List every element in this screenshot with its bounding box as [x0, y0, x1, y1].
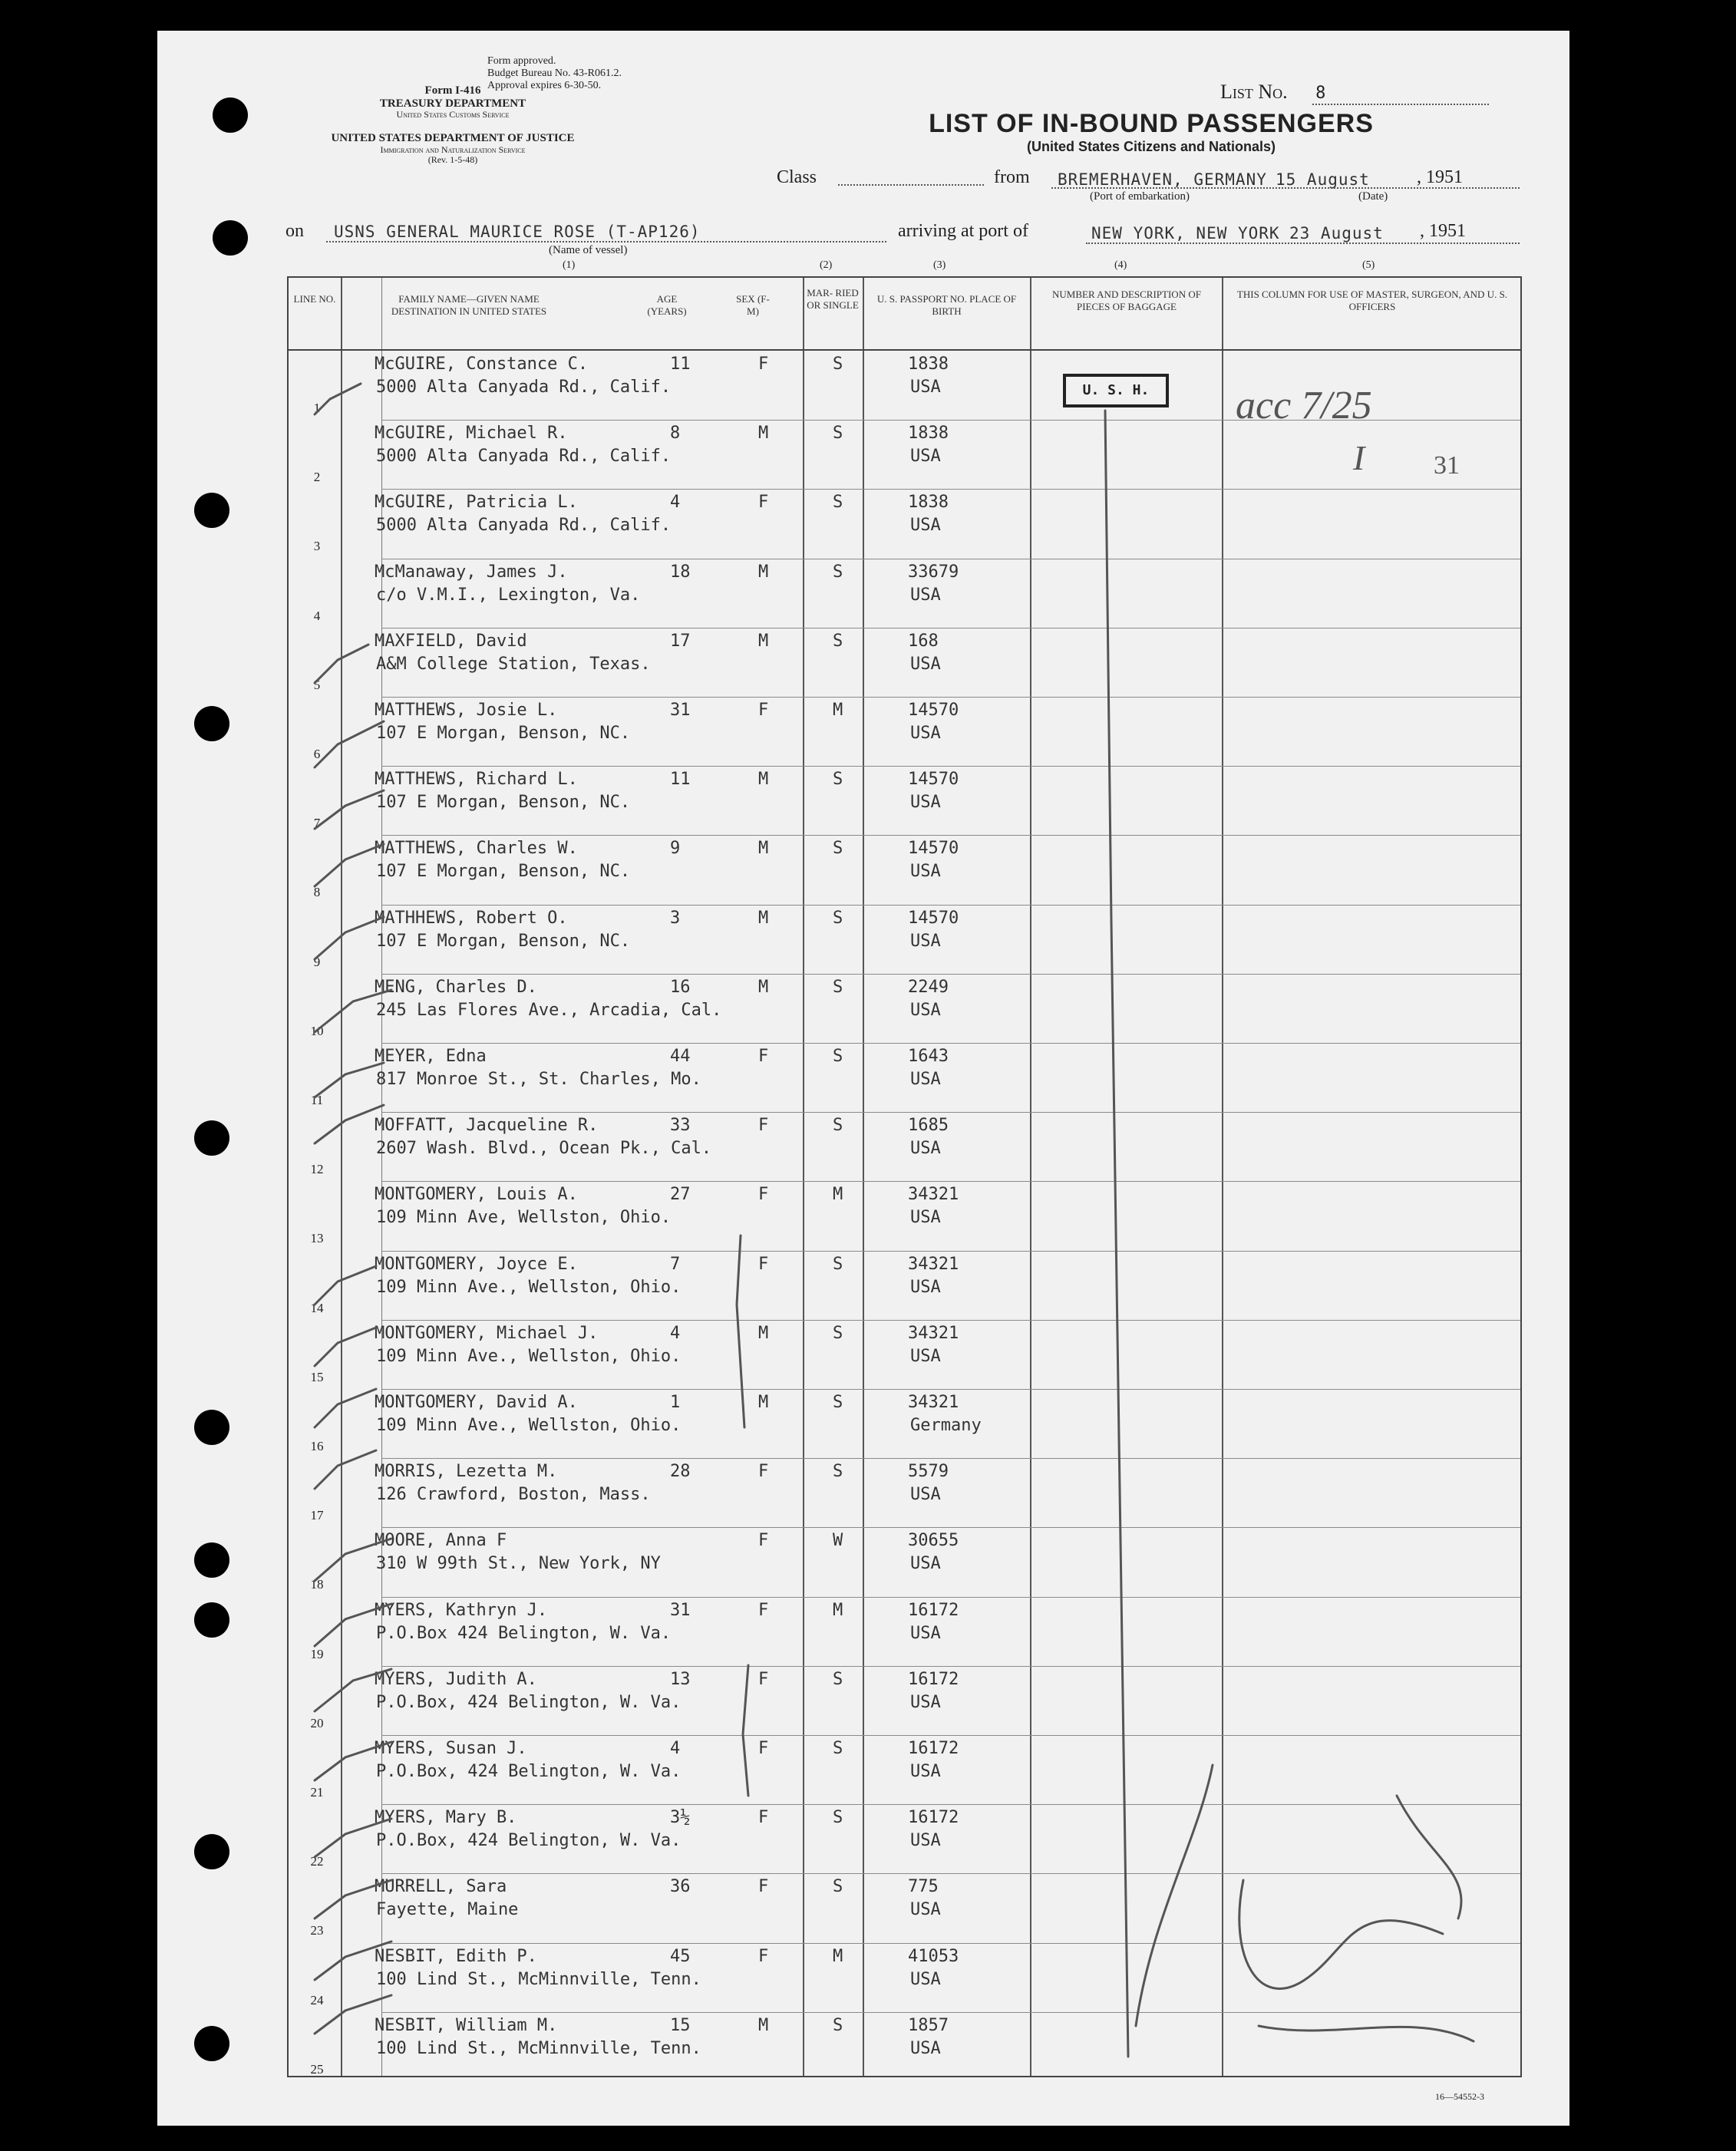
approval-line-2: Budget Bureau No. 43-R061.2. [487, 68, 622, 80]
passenger-destination: 310 W 99th St., New York, NY [376, 1554, 661, 1574]
line-number: 18 [310, 1577, 324, 1592]
marital-status: S [833, 1739, 843, 1758]
passenger-destination: 107 E Morgan, Benson, NC. [376, 724, 631, 743]
line-number: 20 [310, 1715, 324, 1730]
marital-status: S [833, 562, 843, 582]
approval-line-1: Form approved. [487, 55, 556, 67]
passenger-sex: F [758, 1116, 769, 1136]
passenger-destination: A&M College Station, Texas. [376, 654, 651, 674]
marital-status: S [833, 355, 843, 374]
line-number: 5 [313, 677, 321, 692]
passenger-sex: F [758, 1600, 769, 1620]
passport-number: 30655 [908, 1531, 959, 1551]
passenger-sex: M [758, 562, 769, 582]
line-number: 8 [313, 885, 321, 900]
passport-number: 34321 [908, 1185, 959, 1205]
class-label: Class [777, 167, 817, 187]
passenger-age: 17 [670, 631, 691, 651]
passport-number: 34321 [908, 1323, 959, 1343]
passenger-destination: 100 Lind St., McMinnville, Tenn. [376, 1969, 701, 1989]
line-number: 6 [313, 747, 321, 761]
passenger-destination: 109 Minn Ave., Wellston, Ohio. [376, 1346, 682, 1366]
passenger-sex: F [758, 1185, 769, 1205]
passenger-sex: F [758, 1877, 769, 1897]
arrival-year: , 1951 [1420, 221, 1466, 241]
passenger-destination: 5000 Alta Canyada Rd., Calif. [376, 447, 672, 467]
passenger-name: MEYER, Edna [375, 1047, 487, 1066]
passenger-age: 9 [670, 839, 681, 859]
marital-status: S [833, 1323, 843, 1343]
place-of-birth: USA [910, 654, 941, 674]
checkmark [315, 1742, 391, 1780]
line-number: 2 [313, 470, 321, 485]
line-number: 10 [310, 1023, 324, 1038]
passenger-sex: F [758, 1254, 769, 1274]
line-number: 13 [310, 1231, 324, 1246]
passenger-destination: Fayette, Maine [376, 1900, 519, 1920]
checkmark [315, 844, 384, 886]
passenger-sex: M [758, 839, 769, 859]
passenger-age: 7 [670, 1254, 681, 1274]
checkmark [315, 1328, 376, 1366]
passenger-name: MONTGOMERY, Michael J. [375, 1323, 599, 1343]
checkmark [315, 1995, 391, 2034]
marital-status: M [833, 1600, 843, 1620]
passenger-name: McGUIRE, Michael R. [375, 424, 568, 444]
header-name-label: FAMILY NAME—GIVEN NAME [398, 293, 540, 305]
marital-status: S [833, 1254, 843, 1274]
passport-number: 14570 [908, 701, 959, 720]
passenger-destination: 109 Minn Ave, Wellston, Ohio. [376, 1208, 672, 1228]
checkmark [315, 384, 361, 414]
line-number: 14 [310, 1300, 324, 1315]
place-of-birth: USA [910, 1623, 941, 1643]
arrival-date: 23 August [1289, 224, 1384, 242]
place-of-birth: USA [910, 1208, 941, 1228]
passenger-destination: 107 E Morgan, Benson, NC. [376, 931, 631, 951]
header-age: AGE (YEARS) [647, 293, 687, 318]
passport-number: 41053 [908, 1946, 959, 1966]
customs-label: United States Customs Service [396, 109, 510, 120]
passenger-sex: M [758, 2015, 769, 2035]
port-of-arrival: NEW YORK, NEW YORK [1091, 224, 1280, 242]
marital-status: S [833, 2015, 843, 2035]
passenger-sex: F [758, 1531, 769, 1551]
bracket-mark [743, 1665, 748, 1796]
from-label: from [994, 167, 1030, 187]
checkmark [315, 1389, 376, 1427]
passenger-age: 11 [670, 355, 691, 374]
passenger-age: 36 [670, 1877, 691, 1897]
column-number-4: (4) [1114, 259, 1127, 271]
passenger-age: 27 [670, 1185, 691, 1205]
line-number: 19 [310, 1646, 324, 1661]
line-number: 17 [310, 1508, 324, 1523]
place-of-birth: USA [910, 378, 941, 397]
marital-status: W [833, 1531, 843, 1551]
passenger-age: 44 [670, 1047, 691, 1066]
line-number: 3 [313, 539, 321, 554]
checkmark [315, 790, 384, 829]
passenger-sex: F [758, 1946, 769, 1966]
place-of-birth: USA [910, 931, 941, 951]
passenger-sex: F [758, 1047, 769, 1066]
passenger-name: MENG, Charles D. [375, 977, 537, 997]
document-subtitle: (United States Citizens and Nationals) [1026, 139, 1276, 154]
passenger-destination: P.O.Box 424 Belington, W. Va. [376, 1623, 672, 1643]
passenger-sex: M [758, 977, 769, 997]
passenger-name: McGUIRE, Constance C. [375, 355, 589, 374]
passport-number: 1685 [908, 1116, 949, 1136]
passenger-sex: F [758, 1808, 769, 1828]
arriving-label: arriving at port of [898, 221, 1028, 241]
passenger-name: McManaway, James J. [375, 562, 568, 582]
place-of-birth: USA [910, 1900, 941, 1920]
place-of-birth: USA [910, 447, 941, 467]
marital-status: S [833, 839, 843, 859]
passenger-destination: 2607 Wash. Blvd., Ocean Pk., Cal. [376, 1139, 712, 1159]
list-number-value: 8 [1315, 84, 1326, 103]
place-of-birth: USA [910, 1277, 941, 1297]
marital-status: M [833, 701, 843, 720]
header-baggage: NUMBER AND DESCRIPTION OF PIECES OF BAGGAGE [1052, 289, 1201, 313]
passport-number: 16172 [908, 1669, 959, 1689]
line-number: 25 [310, 2061, 324, 2077]
header-married: MAR- RIED OR SINGLE [807, 287, 859, 312]
marital-status: S [833, 1047, 843, 1066]
passport-number: 16172 [908, 1808, 959, 1828]
passenger-destination: 245 Las Flores Ave., Arcadia, Cal. [376, 1000, 722, 1020]
column-number-2: (2) [820, 259, 833, 271]
passenger-age: 4 [670, 1323, 681, 1343]
passenger-sex: M [758, 770, 769, 790]
passport-number: 1838 [908, 493, 949, 513]
checkmark [315, 990, 391, 1032]
place-of-birth: USA [910, 1485, 941, 1505]
passenger-sex: F [758, 701, 769, 720]
passenger-destination: 109 Minn Ave., Wellston, Ohio. [376, 1277, 682, 1297]
passenger-name: MAXFIELD, David [375, 631, 527, 651]
passport-number: 1643 [908, 1047, 949, 1066]
passenger-sex: M [758, 908, 769, 928]
form-number: Form I-416 [424, 84, 481, 97]
passenger-name: MYERS, Mary B. [375, 1808, 517, 1828]
line-number: 4 [313, 608, 321, 623]
form-code: 16—54552-3 [1435, 2091, 1484, 2102]
place-of-birth: USA [910, 516, 941, 536]
passenger-sex: M [758, 1323, 769, 1343]
passport-number: 14570 [908, 839, 959, 859]
passenger-destination: 5000 Alta Canyada Rd., Calif. [376, 516, 672, 536]
line-number: 24 [310, 1992, 324, 2007]
passenger-name: MATTHEWS, Charles W. [375, 839, 578, 859]
passenger-name: MATTHEWS, Richard L. [375, 770, 578, 790]
passenger-name: NESBIT, Edith P. [375, 1946, 537, 1966]
header-sex: SEX (F-M) [736, 293, 770, 318]
place-of-birth: USA [910, 1969, 941, 1989]
passenger-name: MATHHEWS, Robert O. [375, 908, 568, 928]
passenger-age: 8 [670, 424, 681, 444]
marital-status: S [833, 1808, 843, 1828]
checkmark [315, 1669, 391, 1711]
passenger-destination: P.O.Box, 424 Belington, W. Va. [376, 1831, 682, 1851]
passenger-sex: F [758, 1739, 769, 1758]
passenger-name: MONTGOMERY, David A. [375, 1393, 578, 1412]
line-number: 7 [313, 816, 321, 831]
passenger-age: 15 [670, 2015, 691, 2035]
passport-number: 34321 [908, 1393, 959, 1412]
place-of-birth: USA [910, 585, 941, 605]
marital-status: S [833, 908, 843, 928]
passenger-name: MYERS, Kathryn J. [375, 1600, 548, 1620]
treasury-label: TREASURY DEPARTMENT [379, 97, 526, 110]
port-of-embarkation: BREMERHAVEN, GERMANY [1058, 170, 1267, 189]
passenger-sex: F [758, 355, 769, 374]
passport-number: 1838 [908, 355, 949, 374]
justice-label: UNITED STATES DEPARTMENT OF JUSTICE [331, 132, 575, 144]
passport-number: 1838 [908, 424, 949, 444]
passenger-sex: M [758, 424, 769, 444]
header-destination-label: DESTINATION IN UNITED STATES [391, 305, 547, 318]
passenger-age: 3½ [670, 1808, 691, 1828]
passenger-sex: F [758, 1462, 769, 1482]
marital-status: S [833, 1116, 843, 1136]
passenger-age: 16 [670, 977, 691, 997]
header-line-no: LINE NO. [293, 293, 336, 305]
ins-label: Immigration and Naturalization Service [380, 144, 526, 155]
passenger-age: 28 [670, 1462, 691, 1482]
marital-status: S [833, 770, 843, 790]
passenger-age: 11 [670, 770, 691, 790]
marital-status: S [833, 631, 843, 651]
header-officers: THIS COLUMN FOR USE OF MASTER, SURGEON, AND U. S. OFFICERS [1236, 289, 1508, 313]
vessel-name: USNS GENERAL MAURICE ROSE (T-AP126) [334, 223, 701, 241]
column-number-3: (3) [933, 259, 946, 271]
passenger-name: MATTHEWS, Josie L. [375, 701, 558, 720]
checkmark [315, 917, 384, 959]
place-of-birth: USA [910, 1692, 941, 1712]
checkmark [315, 1063, 384, 1097]
passport-number: 34321 [908, 1254, 959, 1274]
place-of-birth: USA [910, 1831, 941, 1851]
checkmark [315, 1539, 391, 1581]
passport-number: 5579 [908, 1462, 949, 1482]
date-caption: (Date) [1358, 190, 1388, 203]
passenger-destination: 109 Minn Ave., Wellston, Ohio. [376, 1416, 682, 1435]
passenger-sex: F [758, 1669, 769, 1689]
passenger-sex: M [758, 631, 769, 651]
passenger-destination: 107 E Morgan, Benson, NC. [376, 793, 631, 813]
marital-status: S [833, 1462, 843, 1482]
passenger-name: MYERS, Susan J. [375, 1739, 527, 1758]
place-of-birth: USA [910, 1070, 941, 1089]
passenger-age: 3 [670, 908, 681, 928]
passenger-age: 4 [670, 1739, 681, 1758]
passenger-destination: 5000 Alta Canyada Rd., Calif. [376, 378, 672, 397]
passenger-name: MOFFATT, Jacqueline R. [375, 1116, 599, 1136]
signature [1136, 1765, 1474, 2041]
passenger-destination: 126 Crawford, Boston, Mass. [376, 1485, 651, 1505]
passenger-age: 33 [670, 1116, 691, 1136]
checkmark [315, 721, 384, 767]
passenger-age: 13 [670, 1669, 691, 1689]
passenger-destination: 100 Lind St., McMinnville, Tenn. [376, 2038, 701, 2058]
marital-status: S [833, 1877, 843, 1897]
place-of-birth: USA [910, 793, 941, 813]
checkmark [315, 1105, 384, 1143]
passenger-destination: P.O.Box, 424 Belington, W. Va. [376, 1762, 682, 1781]
passenger-sex: F [758, 493, 769, 513]
passenger-age: 4 [670, 493, 681, 513]
passenger-age: 1 [670, 1393, 681, 1412]
annotation-number: 31 [1434, 451, 1460, 480]
passport-number: 16172 [908, 1739, 959, 1758]
passport-number: 16172 [908, 1600, 959, 1620]
passenger-name: MURRELL, Sara [375, 1877, 507, 1897]
annotation-roman-one: I [1353, 438, 1365, 477]
passenger-age: 31 [670, 1600, 691, 1620]
line-number: 12 [310, 1162, 324, 1177]
passenger-age: 18 [670, 562, 691, 582]
place-of-birth: USA [910, 2038, 941, 2058]
marital-status: S [833, 1393, 843, 1412]
column-number-5: (5) [1362, 259, 1375, 271]
marital-status: M [833, 1185, 843, 1205]
list-number-label: List No. [1220, 81, 1288, 103]
passenger-age: 45 [670, 1946, 691, 1966]
passenger-sex: M [758, 1393, 769, 1412]
line-number: 23 [310, 1923, 324, 1938]
marital-status: S [833, 424, 843, 444]
checkmark [315, 1604, 391, 1646]
passenger-name: MONTGOMERY, Louis A. [375, 1185, 578, 1205]
checkmark [315, 645, 368, 683]
annotation-acc: acc 7/25 [1236, 384, 1372, 427]
passenger-name: NESBIT, William M. [375, 2015, 558, 2035]
us-stamp: U. S. H. [1063, 374, 1169, 407]
passenger-name: MORRIS, Lezetta M. [375, 1462, 558, 1482]
vessel-caption: (Name of vessel) [549, 244, 628, 256]
departure-date: 15 August [1276, 170, 1370, 189]
line-number: 1 [313, 401, 321, 415]
line-number: 11 [310, 1093, 324, 1107]
place-of-birth: USA [910, 1000, 941, 1020]
marital-status: S [833, 493, 843, 513]
checkmark [315, 1819, 391, 1857]
checkmark [315, 1880, 391, 1918]
passenger-name: McGUIRE, Patricia L. [375, 493, 578, 513]
line-number: 16 [310, 1439, 324, 1453]
line-number: 9 [313, 954, 321, 969]
line-number: 21 [310, 1785, 324, 1800]
passport-number: 14570 [908, 770, 959, 790]
line-number: 22 [310, 1854, 324, 1869]
marital-status: M [833, 1946, 843, 1966]
place-of-birth: Germany [910, 1416, 982, 1435]
checkmark [315, 1450, 376, 1489]
passenger-destination: c/o V.M.I., Lexington, Va. [376, 585, 641, 605]
column-number-1: (1) [563, 259, 576, 271]
line-number: 15 [310, 1369, 324, 1384]
passenger-destination: P.O.Box, 424 Belington, W. Va. [376, 1692, 682, 1712]
passenger-name: MONTGOMERY, Joyce E. [375, 1254, 578, 1274]
passenger-destination: 817 Monroe St., St. Charles, Mo. [376, 1070, 701, 1089]
passport-number: 14570 [908, 908, 959, 928]
passenger-name: MOORE, Anna F [375, 1531, 507, 1551]
place-of-birth: USA [910, 1554, 941, 1574]
header-passport: U. S. PASSPORT NO. PLACE OF BIRTH [876, 293, 1017, 318]
passenger-destination: 107 E Morgan, Benson, NC. [376, 862, 631, 882]
baggage-vertical-stroke [1105, 411, 1128, 2057]
checkmark [315, 1266, 376, 1305]
on-label: on [285, 221, 304, 241]
bracket-mark [737, 1236, 744, 1427]
checkmark [315, 1942, 391, 1980]
passport-number: 775 [908, 1877, 939, 1897]
port-embarkation-caption: (Port of embarkation) [1090, 190, 1190, 203]
marital-status: S [833, 977, 843, 997]
place-of-birth: USA [910, 1762, 941, 1781]
passenger-age: 31 [670, 701, 691, 720]
document-title: LIST OF IN-BOUND PASSENGERS [929, 109, 1374, 138]
approval-line-3: Approval expires 6-30-50. [487, 80, 602, 92]
passport-number: 2249 [908, 977, 949, 997]
marital-status: S [833, 1669, 843, 1689]
passport-number: 33679 [908, 562, 959, 582]
revision-label: (Rev. 1-5-48) [427, 153, 478, 165]
departure-year: , 1951 [1417, 167, 1463, 187]
place-of-birth: USA [910, 862, 941, 882]
passport-number: 1857 [908, 2015, 949, 2035]
place-of-birth: USA [910, 1139, 941, 1159]
place-of-birth: USA [910, 1346, 941, 1366]
place-of-birth: USA [910, 724, 941, 743]
passport-number: 168 [908, 631, 939, 651]
passenger-name: MYERS, Judith A. [375, 1669, 537, 1689]
